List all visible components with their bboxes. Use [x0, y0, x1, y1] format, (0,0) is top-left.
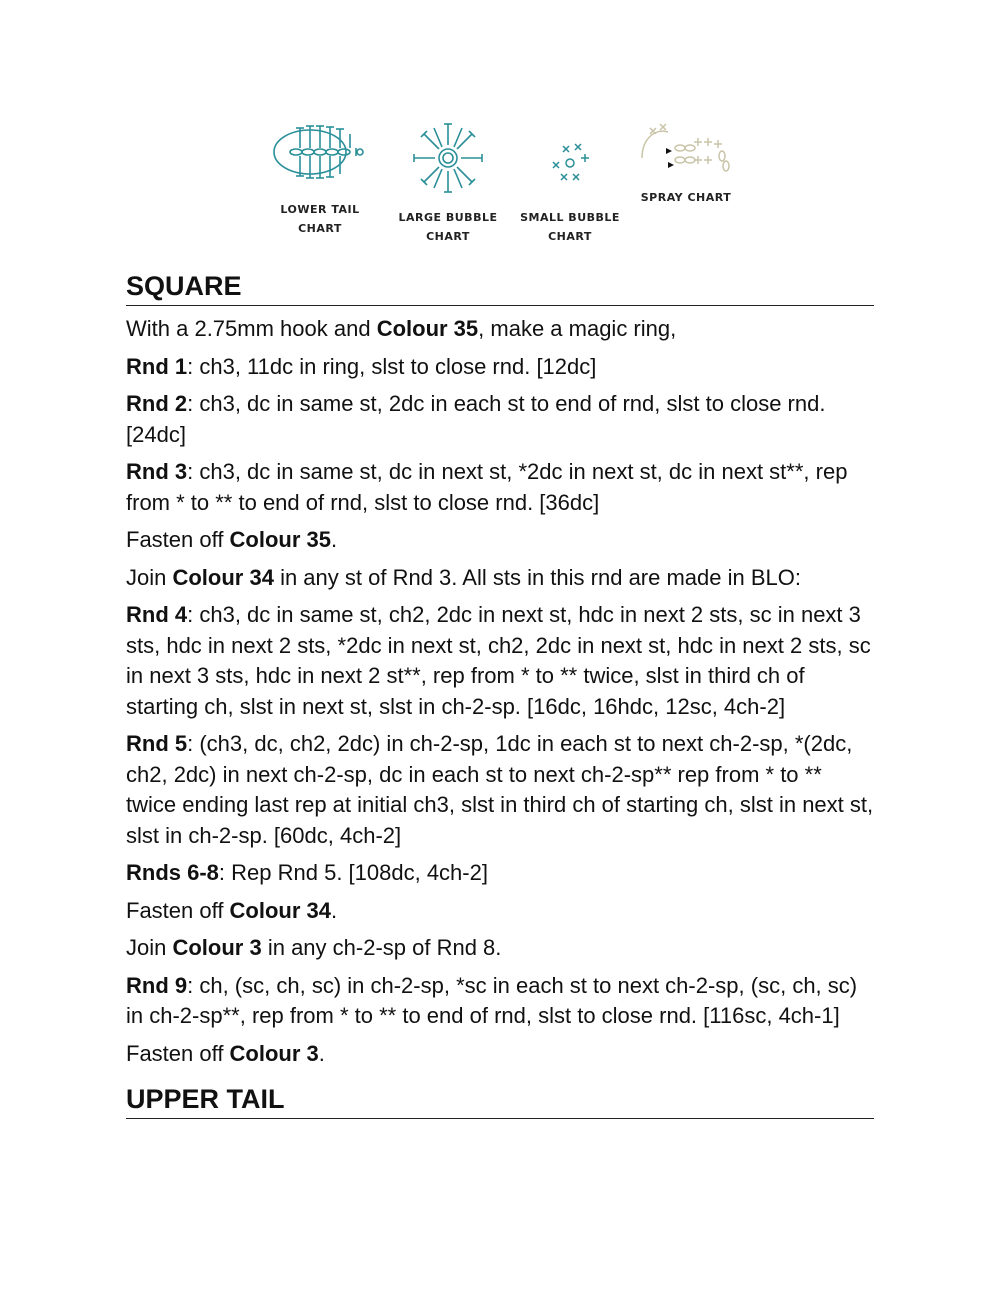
instruction-line: Rnd 9: ch, (sc, ch, sc) in ch-2-sp, *sc in each st to next ch-2-sp, (sc, ch, sc) in ch-2-sp**, rep from * to ** to end of rnd, slst to close rnd. [116sc, 4ch-1]	[126, 972, 858, 1028]
section-square	[126, 268, 874, 1069]
section-upper-tail	[126, 1081, 874, 1119]
chart-caption-line1: LARGE BUBBLE	[398, 211, 498, 224]
instruction-line: Rnd 5: (ch3, dc, ch2, 2dc) in ch-2-sp, 1dc in each st to next ch-2-sp, *(2dc, ch2, 2dc) in next ch-2-sp, dc in each st to next ch-2-sp** rep from * to ** twice ending last rep at initial ch3, slst in third ch of starting ch, slst in next st, slst in ch-2-sp. [60dc, 4ch-2]	[126, 731, 874, 848]
section-heading: SQUARE	[126, 268, 874, 306]
instruction-line: Join Colour 34 in any st of Rnd 3. All sts in this rnd are made in BLO:	[126, 564, 801, 590]
small-bubble-chart	[510, 118, 630, 246]
bold-term: Rnd 3	[126, 459, 188, 484]
chart-caption-line2: CHART	[298, 222, 342, 235]
instruction-line: Fasten off Colour 3.	[126, 1040, 325, 1066]
chart-legend-row	[260, 118, 740, 248]
chart-caption-line2: CHART	[548, 230, 592, 243]
bold-term: Colour 3	[229, 1040, 319, 1066]
section-heading: UPPER TAIL	[126, 1081, 874, 1119]
bold-term: Rnd 5	[126, 731, 188, 756]
instruction-line: Rnds 6-8: Rep Rnd 5. [108dc, 4ch-2]	[126, 860, 488, 885]
pattern-content	[126, 268, 874, 1119]
instruction-line: Join Colour 3 in any ch-2-sp of Rnd 8.	[126, 935, 502, 960]
bold-term: Colour 3	[172, 935, 262, 960]
instruction-line: With a 2.75mm hook and Colour 35, make a magic ring,	[126, 316, 677, 341]
instruction-line: Rnd 4: ch3, dc in same st, ch2, 2dc in next st, hdc in next 2 sts, sc in next 3 sts, hdc in next 2 sts, *2dc in next st, ch2, 2dc in next st, hdc in next 2 sts, sc in next 3 sts, hdc in next 2 st**, rep from * to ** twice, slst in third ch of starting ch, slst in next st, slst in ch-2-sp. [16dc, 16hdc, 12sc, 4ch-2]	[126, 602, 871, 719]
lower-tail-chart-icon	[270, 118, 370, 186]
instruction-line: Rnd 3: ch3, dc in same st, dc in next st, *2dc in next st, dc in next st**, rep from * to ** to end of rnd, slst to close rnd. [36dc]	[126, 459, 848, 515]
chart-caption-line1: SMALL BUBBLE	[520, 211, 620, 224]
bold-term: Rnds 6-8	[126, 860, 219, 885]
spray-chart	[626, 118, 746, 207]
bold-term: Rnd 2	[126, 391, 188, 416]
large-bubble-chart	[388, 118, 508, 246]
chart-caption-line1: LOWER TAIL	[280, 203, 360, 216]
instruction-line: Fasten off Colour 35.	[126, 527, 338, 552]
chart-caption-line1: SPRAY CHART	[640, 191, 732, 204]
lower-tail-chart	[260, 118, 380, 238]
bold-term: Colour 35	[376, 316, 479, 341]
bold-term: Rnd 1	[126, 353, 188, 379]
bold-term: Rnd 4	[126, 602, 188, 627]
large-bubble-chart-icon	[406, 118, 490, 194]
bold-term: Colour 34	[172, 564, 274, 590]
small-bubble-chart-icon	[545, 138, 595, 188]
bold-term: Colour 35	[229, 527, 332, 552]
bold-term: Rnd 9	[126, 972, 188, 998]
instructions	[126, 314, 874, 1069]
spray-chart-icon	[636, 118, 736, 178]
bold-term: Colour 34	[229, 897, 332, 923]
instruction-line: Fasten off Colour 34.	[126, 897, 338, 923]
instruction-line: Rnd 1: ch3, 11dc in ring, slst to close rnd. [12dc]	[126, 353, 597, 379]
instruction-line: Rnd 2: ch3, dc in same st, 2dc in each st to end of rnd, slst to close rnd. [24dc]	[126, 391, 826, 447]
chart-caption-line2: CHART	[426, 230, 470, 243]
